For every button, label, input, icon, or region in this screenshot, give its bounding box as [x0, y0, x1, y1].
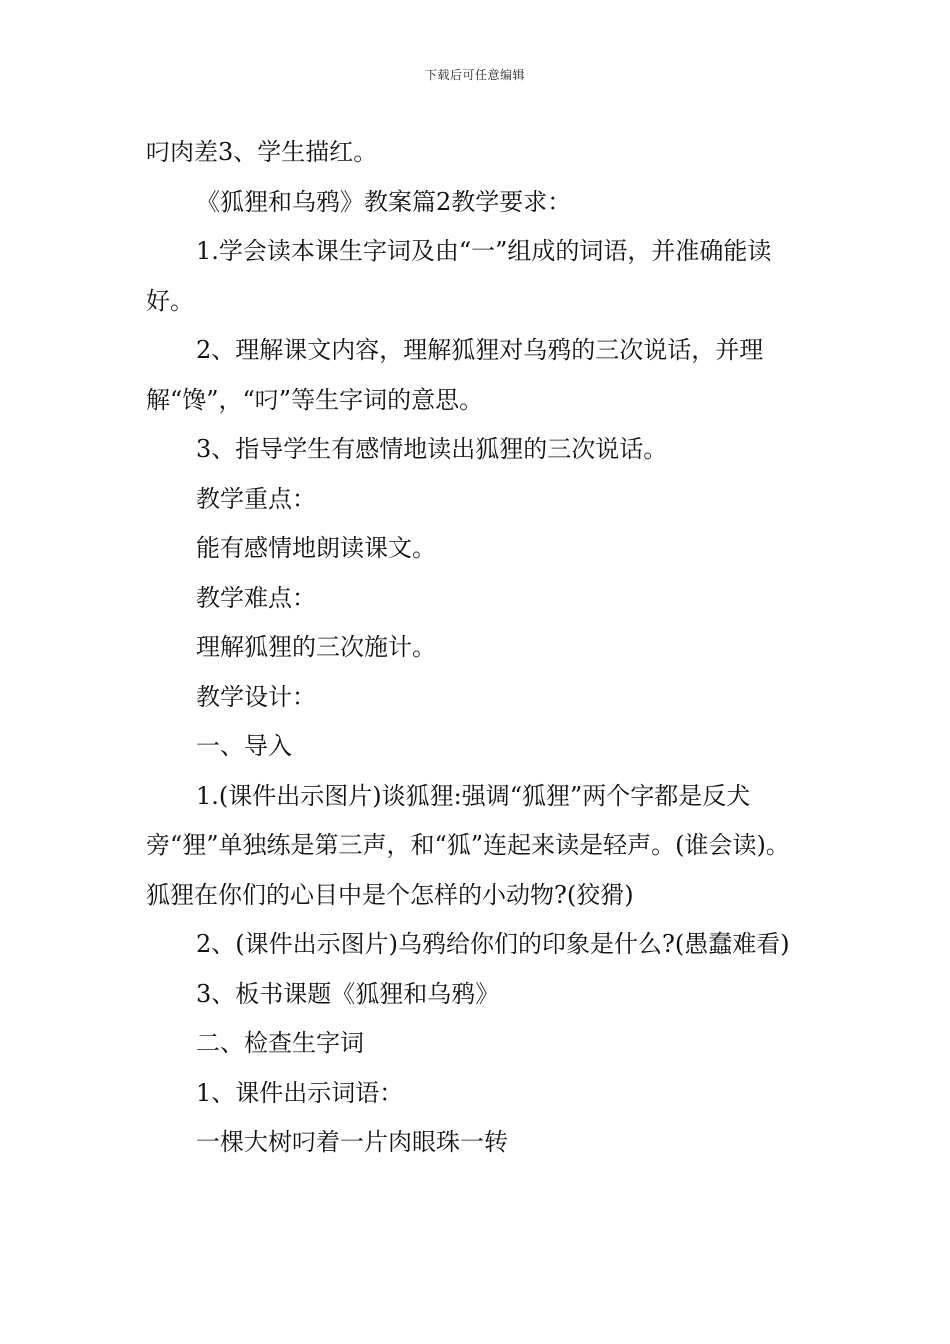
- paragraph-10: 教学设计：: [196, 682, 316, 711]
- paragraph-14: 3、板书课题《狐狸和乌鸦》: [196, 979, 500, 1008]
- paragraph-8: 教学难点：: [196, 583, 316, 612]
- paragraph-13: 2、(课件出示图片)乌鸦给你们的印象是什么?(愚蠢难看): [196, 930, 790, 958]
- document-body: [146, 128, 810, 1168]
- paragraph-6: 教学重点：: [196, 484, 316, 513]
- paragraph-17: 一棵大树叼着一片肉眼珠一转: [196, 1128, 508, 1156]
- paragraph-9: 理解狐狸的三次施计。: [196, 633, 436, 661]
- paragraph-2: 《狐狸和乌鸦》教案篇2教学要求：: [196, 187, 572, 216]
- paragraph-16: 1、课件出示词语：: [196, 1078, 404, 1107]
- paragraph-5: 3、指导学生有感情地读出狐狸的三次说话。: [196, 435, 668, 463]
- paragraph-3: 1.学会读本课生字词及由“一”组成的词语，并准确能读好。: [146, 237, 772, 315]
- paragraph-4: 2、理解课文内容，理解狐狸对乌鸦的三次说话，并理解“馋”，“叼”等生字词的意思。: [146, 336, 764, 414]
- paragraph-12: 1.(课件出示图片)谈狐狸:强调“狐狸”两个字都是反犬旁“狸”单独练是第三声，和“狐”连起来读是轻声。(谁会读)。狐狸在你们的心目中是个怎样的小动物?(狡猾): [146, 781, 790, 909]
- paragraph-11: 一、导入: [196, 732, 292, 760]
- paragraph-15: 二、检查生字词: [196, 1029, 364, 1057]
- page-header: 下载后可任意编辑: [424, 68, 525, 82]
- paragraph-1: 叼肉差3、学生描红。: [146, 138, 378, 166]
- paragraph-7: 能有感情地朗读课文。: [196, 534, 436, 562]
